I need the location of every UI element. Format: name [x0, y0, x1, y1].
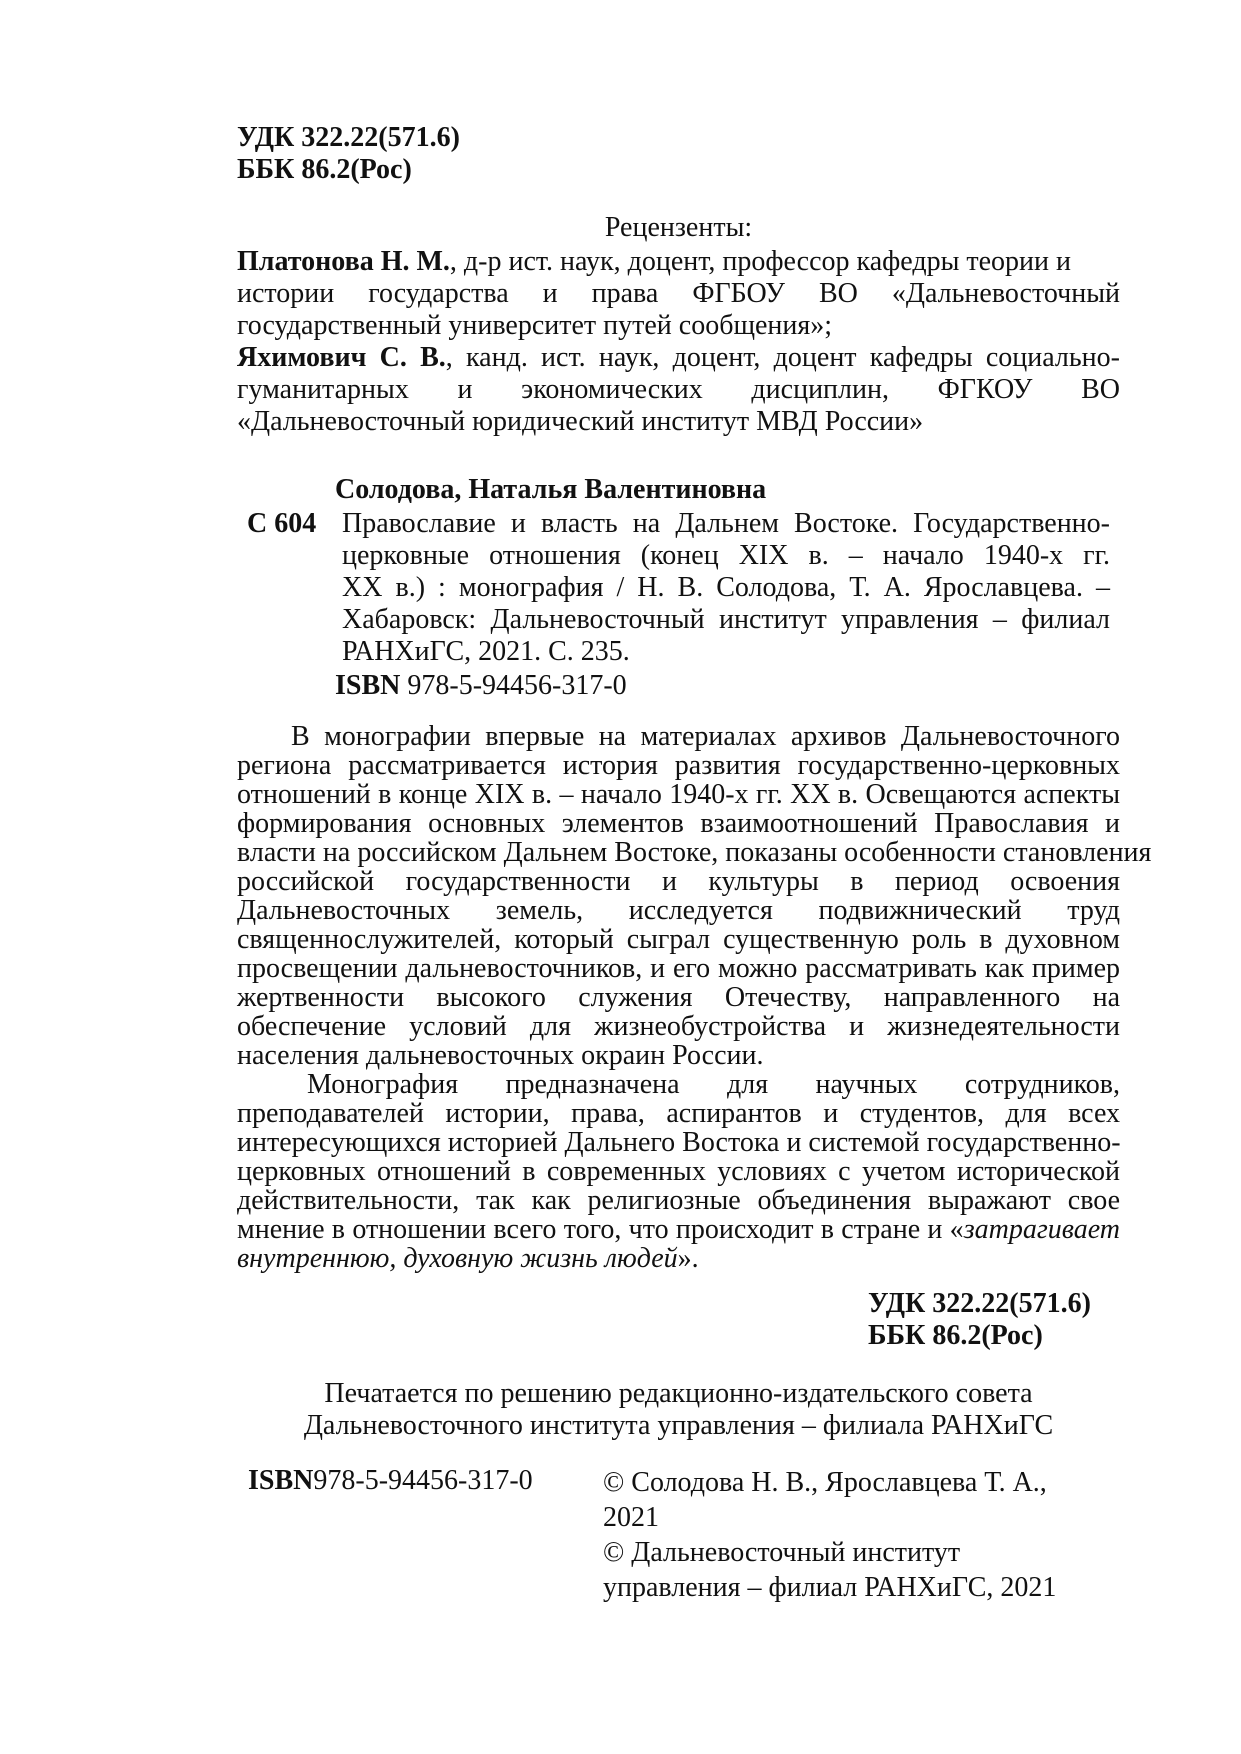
- colophon-isbn: [248, 1465, 533, 1497]
- abstract-p1-line: священнослужителей, который сыграл существенную роль в духовном: [237, 924, 1120, 955]
- catalog-description: [342, 508, 1110, 668]
- colophon-isbn-label: ISBN: [248, 1465, 314, 1496]
- header-bbk: ББК 86.2(Рос): [237, 154, 412, 185]
- abstract-p1-line: населения дальневосточных окраин России.: [237, 1040, 764, 1071]
- reviewer-1-name: Платонова Н. М.: [237, 246, 450, 277]
- footer-bbk: ББК 86.2(Рос): [868, 1320, 1043, 1351]
- catalog-line: церковные отношения (конец XIX в. – начало 1940-х гг.: [342, 540, 1110, 571]
- abstract: [237, 721, 1152, 1274]
- catalog-isbn-label: ISBN: [335, 670, 401, 701]
- reviewer-1-line-3: государственный университет путей сообщения»;: [237, 310, 833, 341]
- reviewer-2-name: Яхимович С. В.: [237, 342, 446, 373]
- abstract-p2-line: внутреннюю, духовную жизнь людей».: [237, 1243, 699, 1274]
- print-note-line-1: Печатается по решению редакционно-издательского совета: [324, 1378, 1033, 1409]
- abstract-p2-line: преподавателей истории, права, аспирантов и студентов, для всех: [237, 1098, 1120, 1129]
- catalog-code: С 604: [247, 508, 317, 539]
- reviewer-1-line-2: истории государства и права ФГБОУ ВО «Дальневосточный: [237, 278, 1120, 309]
- reviewer-2-line-3: «Дальневосточный юридический институт МВД России»: [237, 406, 924, 437]
- copyright-line: © Солодова Н. В., Ярославцева Т. А.,: [603, 1467, 1047, 1498]
- catalog-line: РАНХиГС, 2021. С. 235.: [342, 636, 630, 667]
- abstract-p2-line: мнение в отношении всего того, что происходит в стране и «затрагивает: [237, 1214, 1120, 1245]
- print-note: [237, 1378, 1120, 1442]
- copyright-line: © Дальневосточный институт: [603, 1537, 961, 1568]
- footer-codes: [868, 1288, 1091, 1352]
- header-codes: [237, 122, 460, 186]
- abstract-p1-line: формирования основных элементов взаимоотношений Православия и: [237, 808, 1120, 839]
- abstract-p1-line: В монографии впервые на материалах архивов Дальневосточного: [291, 721, 1120, 752]
- catalog-line: Хабаровск: Дальневосточный институт управления – филиал: [342, 604, 1110, 635]
- abstract-p2-line: Монография предназначена для научных сотрудников,: [307, 1069, 1120, 1100]
- reviewer-2-line-1: Яхимович С. В., канд. ист. наук, доцент, доцент кафедры социально-: [237, 342, 1120, 373]
- abstract-p2-line: действительности, так как религиозные объединения выражают свое: [237, 1185, 1120, 1216]
- catalog-line: XX в.) : монография / Н. В. Солодова, Т. А. Ярославцева. –: [342, 572, 1110, 603]
- abstract-p1-line: региона рассматривается история развития государственно-церковных: [237, 750, 1120, 781]
- reviewers-block: [237, 246, 1120, 438]
- catalog-isbn-value: 978-5-94456-317-0: [400, 670, 627, 701]
- abstract-p2-line: церковных отношений в современных условиях с учетом исторической: [237, 1156, 1120, 1187]
- abstract-p2-line: интересующихся историей Дальнего Востока и системой государственно-: [237, 1127, 1121, 1158]
- colophon-isbn-value: 978-5-94456-317-0: [313, 1465, 533, 1496]
- reviewer-1-line-1: Платонова Н. М., д-р ист. наук, доцент, профессор кафедры теории и: [237, 246, 1071, 277]
- reviewer-2-line-2: гуманитарных и экономических дисциплин, ФГКОУ ВО: [237, 374, 1120, 405]
- header-udk: УДК 322.22(571.6): [237, 122, 460, 153]
- abstract-p1-line: Дальневосточных земель, исследуется подвижнический труд: [237, 895, 1120, 926]
- abstract-p1-line: российской государственности и культуры в период освоения: [237, 866, 1120, 897]
- reviewers-title: Рецензенты:: [604, 212, 753, 243]
- print-note-line-2: Дальневосточного института управления – филиала РАНХиГС: [303, 1410, 1054, 1441]
- copyright-block: [603, 1465, 1056, 1605]
- catalog-author: Солодова, Наталья Валентиновна: [335, 474, 767, 505]
- copyright-line: управления – филиал РАНХиГС, 2021: [603, 1572, 1057, 1603]
- abstract-p1-line: просвещении дальневосточников, и его можно рассматривать как пример: [237, 953, 1120, 984]
- catalog-isbn: [335, 670, 627, 702]
- catalog-line: Православие и власть на Дальнем Востоке. Государственно-: [342, 508, 1110, 539]
- abstract-p1-line: обеспечение условий для жизнеобустройства и жизнедеятельности: [237, 1011, 1120, 1042]
- abstract-p1-line: отношений в конце XIX в. – начало 1940-х гг. XX в. Освещаются аспекты: [237, 779, 1120, 810]
- abstract-p1-line: власти на российском Дальнем Востоке, показаны особенности становления: [237, 837, 1152, 868]
- copyright-line: 2021: [603, 1502, 659, 1533]
- footer-udk: УДК 322.22(571.6): [868, 1288, 1091, 1319]
- abstract-p1-line: жертвенности высокого служения Отечеству, направленного на: [237, 982, 1120, 1013]
